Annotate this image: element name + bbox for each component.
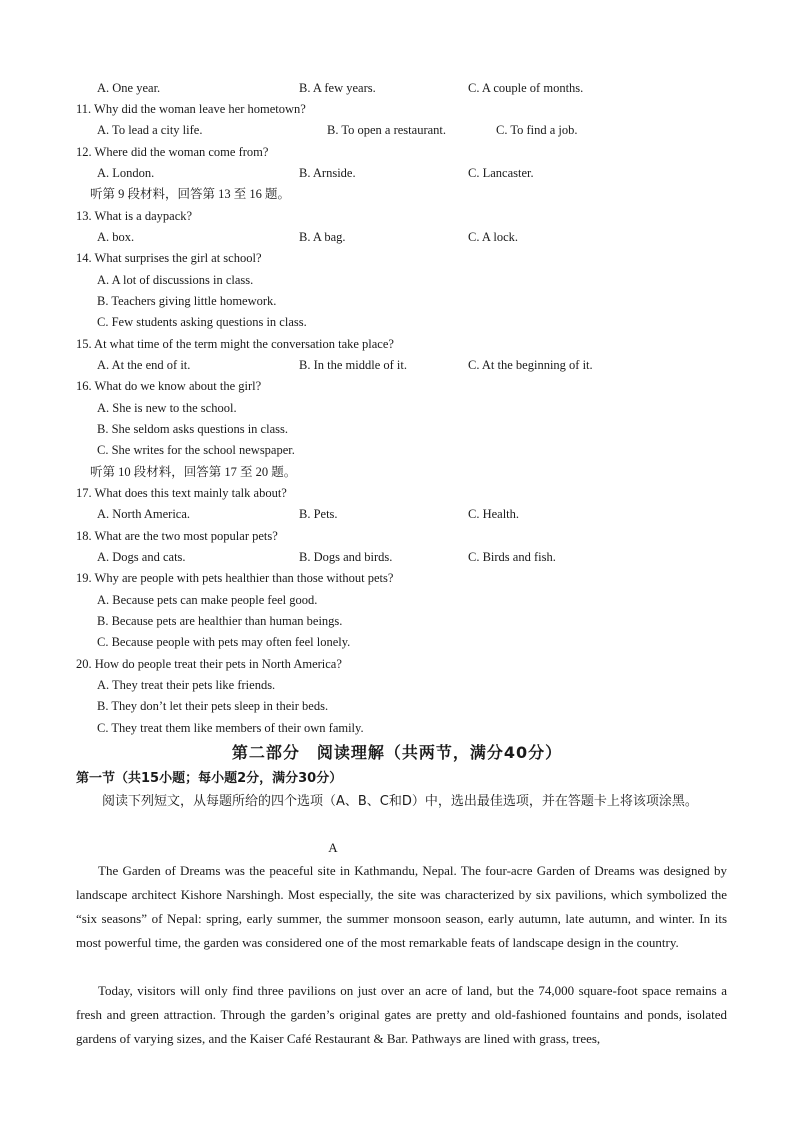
- q14-option-b: B. Teachers giving little homework.: [97, 294, 277, 308]
- q17-option-c: C. Health.: [468, 507, 520, 521]
- q15-option-c: C. At the beginning of it.: [468, 358, 593, 372]
- q18-option-a: A. Dogs and cats.: [97, 550, 186, 564]
- section-one-title: 第一节（共15小题；每小题2分，满分30分）: [76, 771, 343, 786]
- q14-option-c: C. Few students asking questions in class.: [97, 315, 307, 329]
- q11-option-c: C. To find a job.: [496, 123, 578, 137]
- q20-option-a: A. They treat their pets like friends.: [97, 678, 276, 692]
- q14-option-a: A. A lot of discussions in class.: [97, 273, 254, 287]
- q11-option-b: B. To open a restaurant.: [327, 123, 447, 137]
- q15-option-b: B. In the middle of it.: [299, 358, 407, 372]
- q13-option-a: A. box.: [97, 230, 135, 244]
- reading-directions: 阅读下列短文，从每题所给的四个选项（A、B、C和D）中，选出最佳选项，并在答题卡上将该项涂黑。: [102, 794, 698, 809]
- q16-question: 16. What do we know about the girl?: [76, 379, 262, 393]
- passage-paragraph-2: Today, visitors will only find three pavilions on just over an acre of land, but the 74,000 square-foot space remains a fresh and green attraction. Through the garden’s original gates are pretty and old-fashioned fountains and ponds, isolated gardens of varying sizes, and the Kaiser Café Restaurant & Bar. Pathways are lined with grass, trees,: [76, 983, 727, 1046]
- q11-question: 11. Why did the woman leave her hometown?: [76, 102, 306, 116]
- q15-option-a: A. At the end of it.: [97, 358, 191, 372]
- q15-question: 15. At what time of the term might the conversation take place?: [76, 337, 394, 351]
- q19-option-a: A. Because pets can make people feel good.: [97, 593, 318, 607]
- q14-question: 14. What surprises the girl at school?: [76, 251, 262, 265]
- q20-question: 20. How do people treat their pets in North America?: [76, 657, 342, 671]
- q12-option-b: B. Arnside.: [299, 166, 356, 180]
- q16-option-b: B. She seldom asks questions in class.: [97, 422, 288, 436]
- listening-instruction-10: 听第 10 段材料，回答第 17 至 20 题。: [90, 465, 297, 479]
- q13-option-b: B. A bag.: [299, 230, 346, 244]
- q16-option-c: C. She writes for the school newspaper.: [97, 443, 295, 457]
- q13-option-c: C. A lock.: [468, 230, 519, 244]
- q12-question: 12. Where did the woman come from?: [76, 145, 269, 159]
- q12-option-c: C. Lancaster.: [468, 166, 534, 180]
- q19-option-b: B. Because pets are healthier than human beings.: [97, 614, 343, 628]
- part-two-title: 第二部分 阅读理解（共两节，满分40分）: [231, 743, 563, 762]
- q11-option-a: A. To lead a city life.: [97, 123, 203, 137]
- q19-question: 19. Why are people with pets healthier than those without pets?: [76, 571, 394, 585]
- q19-option-c: C. Because people with pets may often feel lonely.: [97, 635, 351, 649]
- q13-question: 13. What is a daypack?: [76, 209, 193, 223]
- q10-option-a: A. One year.: [97, 81, 161, 95]
- q10-option-b: B. A few years.: [299, 81, 376, 95]
- passage-letter: A: [328, 840, 338, 855]
- q16-option-a: A. She is new to the school.: [97, 401, 237, 415]
- q18-option-b: B. Dogs and birds.: [299, 550, 393, 564]
- listening-instruction-9: 听第 9 段材料，回答第 13 至 16 题。: [90, 187, 291, 201]
- q12-option-a: A. London.: [97, 166, 155, 180]
- q18-question: 18. What are the two most popular pets?: [76, 529, 278, 543]
- q20-option-c: C. They treat them like members of their own family.: [97, 721, 364, 735]
- q17-question: 17. What does this text mainly talk about?: [76, 486, 287, 500]
- q17-option-a: A. North America.: [97, 507, 191, 521]
- q17-option-b: B. Pets.: [299, 507, 338, 521]
- q18-option-c: C. Birds and fish.: [468, 550, 556, 564]
- passage-paragraph-1: The Garden of Dreams was the peaceful site in Kathmandu, Nepal. The four-acre Garden of Dreams was designed by landscape architect Kishore Narshingh. Most especially, the site was characterized by six pavilions, which symbolized the “six seasons” of Nepal: spring, early summer, the summer monsoon season, early autumn, late autumn, and winter. In its most powerful time, the garden was considered one of the most remarkable feats of landscape design in the country.: [76, 863, 727, 950]
- q10-option-c: C. A couple of months.: [468, 81, 584, 95]
- q20-option-b: B. They don’t let their pets sleep in their beds.: [97, 699, 329, 713]
